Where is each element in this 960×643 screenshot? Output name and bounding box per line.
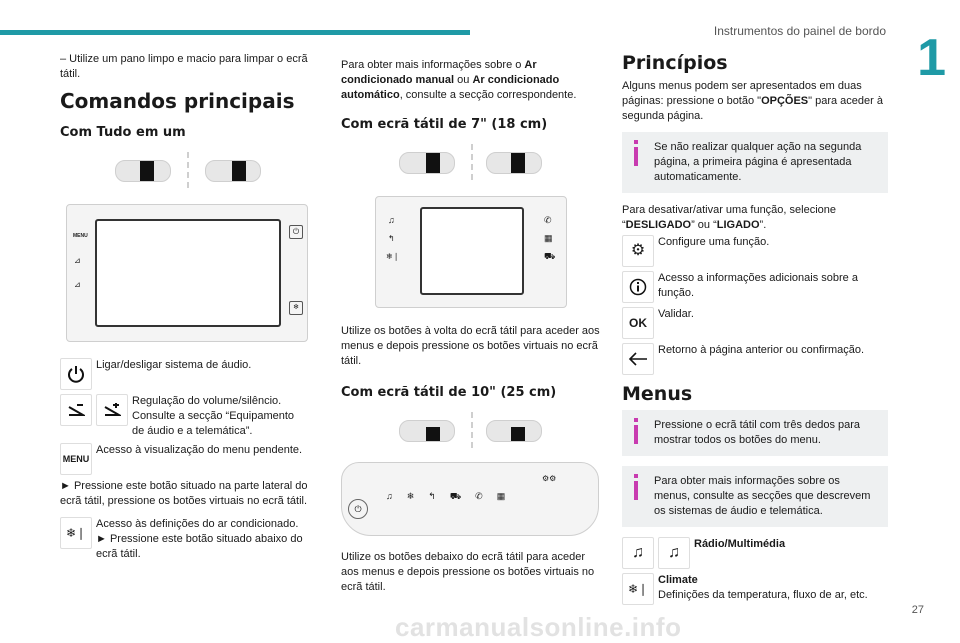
func-row-info: Acesso a informações adicionais sobre a função. (622, 271, 888, 303)
music-side-icon[interactable]: ♫ (388, 215, 395, 225)
steering-wheel-illustration (60, 150, 308, 190)
subheading-all-in-one: Com Tudo em um (60, 125, 186, 140)
text-10-inch: Utilize os botões debaixo do ecrã tátil para aceder aos menus e depois pressione os botões virtuais no ecrã tátil. (341, 551, 595, 593)
climate-fan-icon: ❄❘ (622, 573, 654, 605)
music-note-icon: ♫ (658, 537, 690, 569)
func-row-configure: ⚙ Configure uma função. (622, 235, 888, 267)
press-side-button-text: ► Pressione este botão situado na parte lateral do ecrã tátil, pressione os botões virtuais no ecrã tátil. (60, 480, 308, 507)
steering-wheel-illustration-7 (341, 142, 603, 182)
info-note-icon (634, 140, 638, 166)
section-heading-menus: Menus (622, 383, 693, 405)
power-icon (60, 358, 92, 390)
func-row-ok: OKValidar. (622, 307, 888, 339)
info-note-icon (634, 418, 638, 444)
section-heading-principios: Princípios (622, 52, 728, 74)
menu-description: Acesso à visualização do menu pendente. (96, 444, 303, 456)
principios-text: Alguns menus podem ser apresentados em duas páginas: pressione o botão "OPÇÕES" para aceder à segunda página. (622, 80, 883, 122)
power-knob[interactable]: ⏻ (348, 499, 368, 519)
gear-icon: ⚙ (622, 235, 654, 267)
func-row-climate (60, 517, 308, 562)
subheading-7-inch: Com ecrã tátil de 7" (18 cm) (341, 117, 548, 132)
climate-side-button[interactable]: ❄ (289, 301, 303, 315)
power-description: Ligar/desligar sistema de áudio. (96, 359, 252, 371)
touchscreen-illustration-7 (341, 192, 603, 314)
climate-fan-icon: ❄❘ (60, 517, 92, 549)
volume-description: Regulação do volume/silêncio. Consulte a secção “Equipamento de áudio e a telemática”. (132, 395, 295, 437)
intro-text: – Utilize um pano limpo e macio para limpar o ecrã tátil. (60, 53, 308, 80)
watermark: carmanualsonline.info (395, 612, 682, 642)
info-note-3: Para obter mais informações sobre os menus, consulte as secções que descrevem os sistemas de áudio e telemática. (622, 466, 888, 527)
chapter-number: 1 (917, 29, 946, 87)
settings-knobs[interactable]: ⚙⚙ (542, 474, 557, 483)
info-icon (622, 271, 654, 303)
climate-description: Acesso às definições do ar condicionado. ► Pressione este botão situado abaixo do ecrã tátil. (96, 518, 303, 560)
toggle-text: Para desativar/ativar uma função, selecione “DESLIGADO” ou “LIGADO”. (622, 204, 837, 231)
ac-reference-text: Para obter mais informações sobre o Ar condicionado manual ou Ar condicionado automático, consulte a secção correspondente. (341, 59, 577, 101)
climate-side-icon[interactable]: ❄❘ (386, 252, 400, 261)
section-heading-main-controls: Comandos principais (60, 89, 295, 113)
touchscreen-illustration-10 (341, 460, 603, 540)
info-note-2: Pressione o ecrã tátil com três dedos para mostrar todos os botões do menu. (622, 410, 888, 456)
screen-bezel (66, 204, 308, 342)
steering-wheel-illustration-10 (341, 410, 603, 450)
apps-side-icon[interactable]: ▦ (544, 233, 553, 243)
func-row-volume (60, 394, 308, 439)
steering-wheel-right (205, 160, 261, 182)
volume-down-side-icon[interactable]: ⊿ (74, 280, 81, 289)
info-note-1: Se não realizar qualquer ação na segunda página, a primeira página é apresentada automaticamente. (622, 132, 888, 193)
touchscreen-7[interactable] (420, 207, 524, 295)
nav-side-icon[interactable]: ↰ (388, 234, 395, 243)
car-side-icon[interactable]: ⛟ (544, 251, 556, 261)
back-arrow-icon (622, 343, 654, 375)
info-note-icon (634, 474, 638, 500)
page-header-title: Instrumentos do painel de bordo (713, 24, 886, 38)
text-7-inch: Utilize os botões à volta do ecrã tátil para aceder aos menus e depois pressione os botões virtuais no ecrã tátil. (341, 325, 600, 367)
touchscreen[interactable] (95, 219, 281, 327)
subheading-10-inch: Com ecrã tátil de 10" (25 cm) (341, 385, 557, 400)
power-side-button[interactable]: ⏻ (289, 225, 303, 239)
bottom-button-row[interactable]: ♫❄↰⛟✆▦ (386, 491, 520, 501)
menu-side-button[interactable]: MENU (73, 233, 88, 239)
func-row-menu (60, 443, 308, 475)
header-accent-bar (0, 30, 470, 35)
func-row-back: Retorno à página anterior ou confirmação. (622, 343, 888, 375)
touchscreen-illustration-all-in-one (60, 200, 308, 348)
volume-up-icon (96, 394, 128, 426)
page-number: 27 (911, 604, 924, 616)
phone-side-icon[interactable]: ✆ (544, 215, 552, 225)
volume-down-icon (60, 394, 92, 426)
menu-row-radio: ♫ ♫ Rádio/Multimédia (622, 537, 888, 569)
column-1 (60, 52, 308, 566)
volume-up-side-icon[interactable]: ⊿ (74, 256, 81, 265)
screen-bezel-7 (375, 196, 567, 308)
ok-icon: OK (622, 307, 654, 339)
func-row-power (60, 358, 308, 390)
column-3 (622, 52, 888, 609)
screen-bezel-10 (341, 462, 599, 536)
steering-wheel-left (115, 160, 171, 182)
column-2 (341, 58, 603, 603)
menu-icon: MENU (60, 443, 92, 475)
radio-icon-dark: ♫ (622, 537, 654, 569)
menu-row-climate: ❄❘Climate Definições da temperatura, fluxo de ar, etc. (622, 573, 888, 605)
